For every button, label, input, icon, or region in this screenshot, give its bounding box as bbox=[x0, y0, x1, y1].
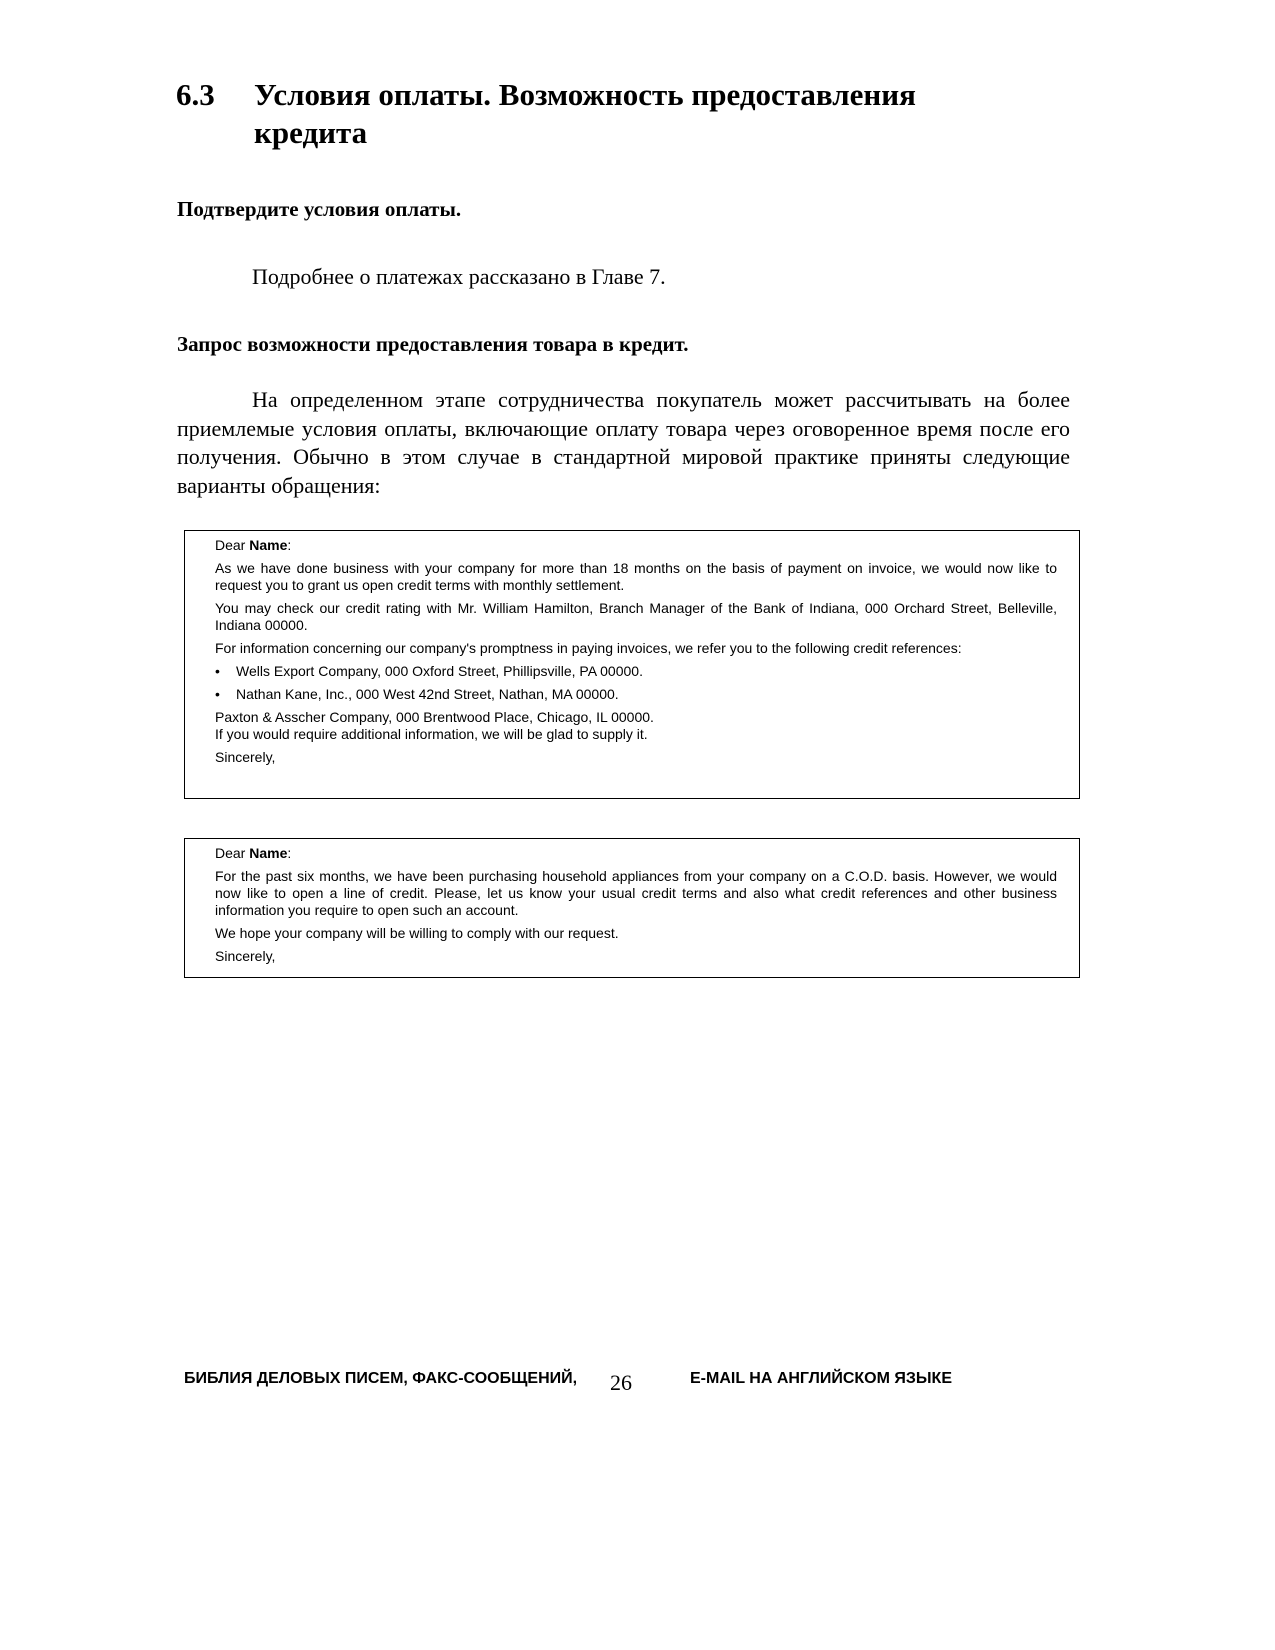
greeting-prefix: Dear bbox=[215, 537, 250, 553]
letter-greeting bbox=[215, 537, 1057, 554]
subheading-credit-request: Запрос возможности предоставления товара в кредит. bbox=[177, 332, 689, 356]
letter-template-1 bbox=[184, 530, 1080, 799]
bullet-icon: • bbox=[215, 663, 220, 679]
greeting-prefix: Dear bbox=[215, 845, 250, 861]
footer-book-title-right: E-MAIL НА АНГЛИЙСКОМ ЯЗЫКЕ bbox=[690, 1370, 952, 1387]
letter-paragraph: We hope your company will be willing to comply with our request. bbox=[215, 925, 619, 941]
intro-paragraph: На определенном этапе сотрудничества покупатель может рассчитывать на более приемлемые условия оплаты, включающие оплату товара через оговоренное время после его получения. Обычно в этом случае в стандартной мировой практике приняты следующие варианты обращения: bbox=[177, 387, 1070, 498]
letter-paragraph: Paxton & Asscher Company, 000 Brentwood Place, Chicago, IL 00000. bbox=[215, 709, 654, 725]
letter-closing: Sincerely, bbox=[215, 948, 276, 964]
letter-paragraph: You may check our credit rating with Mr. William Hamilton, Branch Manager of the Bank of Indiana, 000 Orchard Street, Belleville, Indiana 00000. bbox=[215, 600, 1057, 633]
subheading-payment-terms: Подтвердите условия оплаты. bbox=[177, 197, 462, 221]
greeting-suffix: : bbox=[287, 537, 292, 553]
credit-reference-text: Nathan Kane, Inc., 000 West 42nd Street, Nathan, MA 00000. bbox=[236, 686, 619, 702]
letter-paragraph: For the past six months, we have been purchasing household appliances from your company on a C.O.D. basis. However, we would now like to open a line of credit. Please, let us know your usual credit terms and also what credit references and other business information you require to open such an account. bbox=[215, 868, 1057, 918]
letter-paragraph: As we have done business with your company for more than 18 months on the basis of payment on invoice, we would now like to request you to grant us open credit terms with monthly settlement. bbox=[215, 560, 1057, 593]
letter-greeting bbox=[215, 845, 1057, 862]
page-number: 26 bbox=[610, 1370, 632, 1395]
letter-template-2 bbox=[184, 838, 1080, 978]
footer-book-title-left: БИБЛИЯ ДЕЛОВЫХ ПИСЕМ, ФАКС-СООБЩЕНИЙ, bbox=[184, 1370, 578, 1387]
bullet-icon: • bbox=[215, 686, 220, 702]
credit-reference-item bbox=[215, 686, 1057, 703]
section-number: 6.3 bbox=[176, 77, 215, 112]
greeting-name: Name bbox=[249, 537, 288, 553]
letter-closing: Sincerely, bbox=[215, 749, 276, 765]
letter-paragraph: For information concerning our company's promptness in paying invoices, we refer you to the following credit references: bbox=[215, 640, 962, 656]
letter-paragraph: If you would require additional information, we will be glad to supply it. bbox=[215, 726, 648, 742]
greeting-name: Name bbox=[249, 845, 288, 861]
greeting-suffix: : bbox=[287, 845, 292, 861]
credit-reference-text: Wells Export Company, 000 Oxford Street, Phillipsville, PA 00000. bbox=[236, 663, 643, 679]
chapter-reference-note: Подробнее о платежах рассказано в Главе 7. bbox=[252, 264, 666, 289]
section-title: Условия оплаты. Возможность предоставления кредита bbox=[254, 77, 916, 150]
credit-reference-item bbox=[215, 663, 1057, 680]
